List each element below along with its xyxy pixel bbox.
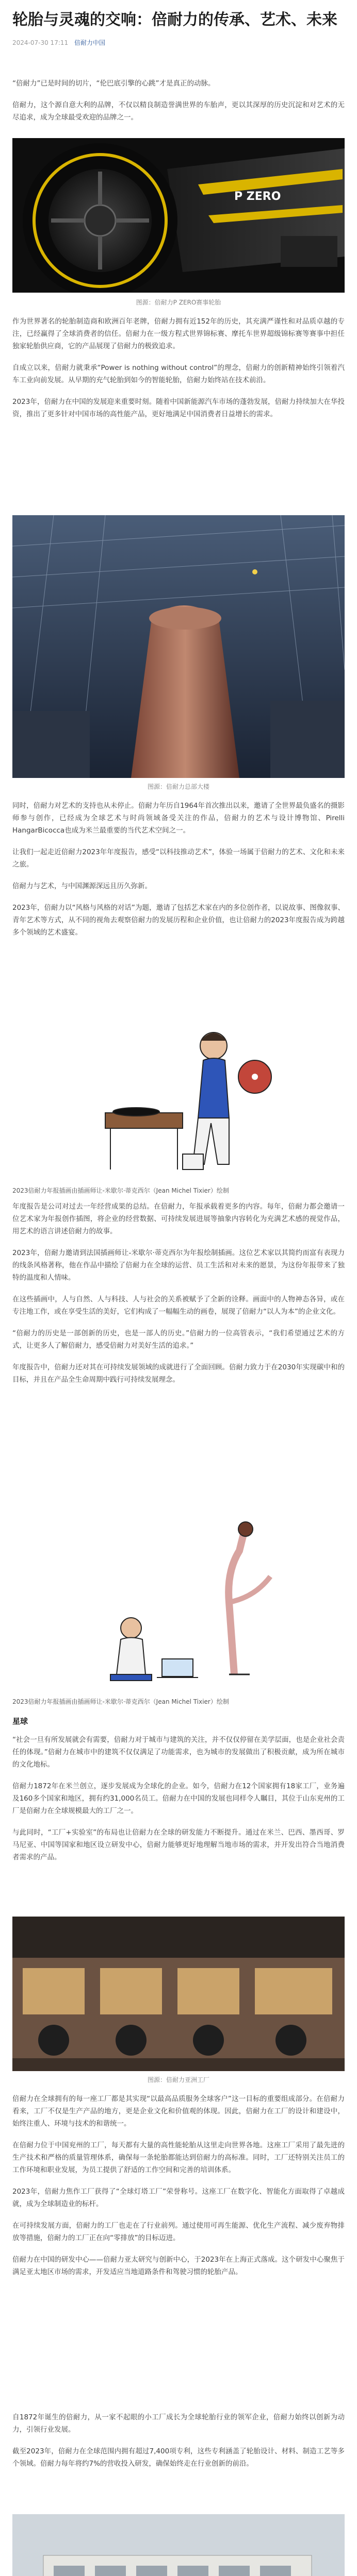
paragraph: 作为世界著名的轮胎制造商和欧洲百年老牌，倍耐力拥有近152年的历史，其充满严谨性和对品质卓越的专注，已经赢得了全球消费者的信任。倍耐力在一级方程式世界锦标赛、摩托车世界超级锦标赛等赛事中担任独家轮胎供应商，它的产品展现了倍耐力的极致追求。	[12, 317, 345, 350]
paragraph: 让我们一起走近倍耐力2023年年度报告，感受“以科技推动艺术”，体验一场属于倍耐力的艺术、文化和未来之旅。	[12, 848, 345, 869]
paragraph: 年度报告是公司对过去一年经营成果的总结。在倍耐力，年报承载着更多的内容。每年，倍耐力都会邀请一位艺术家为年报创作插图，将企业的经营数据、可持续发展进展等抽象内容转化为充满艺术感的视觉作品，用艺术的语言讲述倍耐力的故事。	[12, 1202, 345, 1235]
paragraph: 年度报告中，倍耐力还对其在可持续发展领域的成就进行了全面回顾。倍耐力致力于在2030年实现碳中和的目标，并且在产品全生命周期中践行可持续发展理念。	[12, 1363, 345, 1384]
tyre-brand-text: P ZERO	[234, 190, 281, 203]
section-innovation	[12, 2411, 345, 2479]
section-factories	[12, 2093, 345, 2287]
section-heading: 星球	[12, 1717, 28, 1726]
paragraph: 自成立以来，倍耐力就秉承“Power is nothing without control”的理念，倍耐力的创新精神始终引领着汽车工业向前发展。从早期的充气轮胎到如今的智能轮胎，倍耐力始终站在技术前沿。	[12, 364, 345, 384]
article-meta	[12, 38, 345, 47]
paragraph: “倍耐力”已是时间的切片，“伦巴底引擎的心跳”才是真正的动脉。	[12, 79, 215, 88]
article-title: 轮胎与灵魂的交响：倍耐力的传承、艺术、未来	[12, 11, 337, 29]
image-caption: 图源：倍耐力P ZERO赛事轮胎	[136, 299, 221, 306]
paragraph: 自1872年诞生的倍耐力，从一家不起眼的小工厂成长为全球轮胎行业的领军企业，倍耐力始终以创新为动力，引领行业发展。	[12, 2413, 345, 2434]
publish-date: 2024-07-30 17:11	[12, 39, 69, 46]
section-planet	[12, 1716, 345, 1873]
paragraph: 与此同时，“工厂+实验室”的布局也让倍耐力在全球的研发能力不断提升。通过在米兰、巴西、墨西哥、罗马尼亚、中国等国家和地区设立研发中心，倍耐力能够更好地理解当地市场的需求，并开发出符合当地消费者需求的产品。	[12, 1828, 345, 1861]
paragraph: 倍耐力在中国的研发中心——倍耐力亚太研究与创新中心，于2023年在上海正式落成。这个研发中心聚焦于满足亚太地区市场的需求，开发适应当地道路条件和驾驶习惯的轮胎产品。	[12, 2256, 345, 2276]
factory-photo	[12, 1917, 345, 2071]
paragraph: 在倍耐力位于中国兖州的工厂，每天都有大量的高性能轮胎从这里走向世界各地。这座工厂采用了最先进的生产技术和严格的质量管理体系，确保每一条轮胎都能达到倍耐力的高标准。同时，工厂还特别关注员工的工作环境和职业发展，为员工提供了舒适的工作空间和完善的培训体系。	[12, 2141, 345, 2174]
paragraph: 在这些插画中，人与自然、人与科技、人与社会的关系被赋予了全新的诠释。画面中的人物神态各异，或在专注地工作，或在享受生活的美好，它们构成了一幅幅生动的画卷，展现了倍耐力“以人为本”的企业文化。	[12, 1295, 345, 1316]
image-caption: 图源：倍耐力总部大楼	[147, 783, 209, 790]
illustration-caption: 2023倍耐力年报插画由插画师让-米歇尔·蒂克西尔（Jean Michel Tixier）绘制	[12, 1187, 229, 1194]
headquarters-photo	[12, 515, 345, 778]
author-link[interactable]: 倍耐力中国	[74, 39, 105, 46]
section-art	[12, 800, 345, 948]
paragraph: 倍耐力，这个源自意大利的品牌，不仅以精良制造誉满世界的车胎声，更以其深厚的历史沉淀和对艺术的无尽追求，成为全球最受欢迎的品牌之一。	[12, 101, 345, 122]
paragraph: 截至2023年，倍耐力在全球范围内拥有超过7,400项专利，这些专利涵盖了轮胎设计、材料、制造工艺等多个领域。倍耐力每年将约7%的营收投入研发，确保始终走在行业创新的前沿。	[12, 2447, 345, 2468]
paragraph: “倍耐力的历史是一部创新的历史，也是一部人的历史。”倍耐力的一位高管表示，“我们希望通过艺术的方式，让更多人了解倍耐力，感受倍耐力对美好生活的追求。”	[12, 1329, 345, 1350]
paragraph: 2023年，倍耐力焦作工厂获得了“全球灯塔工厂”荣誉称号。这座工厂在数字化、智能化方面取得了卓越成就，成为全球制造业的标杆。	[12, 2188, 345, 2208]
paragraph: 2023年，倍耐力邀请到法国插画师让-米歇尔·蒂克西尔为年报绘制插画。这位艺术家以其简约而富有表现力的线条风格著称，他在作品中描绘了倍耐力在全球的运营、员工生活和对未来的愿景，为这份年报带来了独特的温度和人情味。	[12, 1249, 345, 1282]
research-center-photo	[12, 2514, 345, 2576]
section-history	[12, 315, 345, 430]
paragraph: 2023年，倍耐力以“风格与风格的对话”为题，邀请了包括艺术家在内的多位创作者，以说故事、图像叙事、青年艺术等方式，从不同的视角去观察倍耐力的发展历程和企业价值，也让倍耐力的2023年度报告成为跨越多个领域的艺术盛宴。	[12, 904, 345, 937]
illustration-record-player	[12, 1015, 345, 1180]
paragraph: “社会一旦有所发展就会有需要，倍耐力对于城市与建筑的关注，并不仅仅停留在美学层面，也是企业社会责任的体现。”倍耐力在城市中的建筑不仅仅满足了功能需求，也为城市的发展做出了积极贡献，成为所在城市的文化地标。	[12, 1736, 345, 1769]
illustration-yoga	[12, 1520, 345, 1690]
article-header	[0, 0, 357, 68]
paragraph: 2023年，倍耐力在中国的发展迎来重要时刻。随着中国新能源汽车市场的蓬勃发展，倍耐力持续加大在华投资，推出了更多针对中国市场的高性能产品，更好地满足中国消费者日益增长的需求。	[12, 398, 345, 418]
paragraph: 在可持续发展方面，倍耐力的工厂也走在了行业前列。通过使用可再生能源、优化生产流程、减少废弃物排放等措施，倍耐力的工厂正在向“零排放”的目标迈进。	[12, 2222, 345, 2242]
paragraph: 倍耐力在全球拥有的每一座工厂都是其实现“以最高品质服务全球客户”这一目标的重要组成部分。在倍耐力看来，工厂不仅是生产产品的地方，更是企业文化和价值观的体现。因此，倍耐力在工厂的设计和建设中，始终注重人、环境与技术的和谐统一。	[12, 2095, 345, 2128]
image-caption: 图源：倍耐力亚洲工厂	[147, 2076, 209, 2083]
paragraph: 倍耐力与艺术，与中国渊源深远且历久弥新。	[12, 882, 152, 890]
illustration-caption: 2023倍耐力年报插画由插画师让-米歇尔·蒂克西尔（Jean Michel Tixier）绘制	[12, 1698, 229, 1705]
paragraph: 同时，倍耐力对艺术的支持也从未停止。倍耐力年历自1964年首次推出以来，邀请了全世界最负盛名的摄影师参与创作，已经成为全球艺术与时尚领域备受关注的作品，倍耐力的艺术与设计博物馆、Pirelli HangarBicocca也成为米兰最重要的当代艺术空间之一。	[12, 802, 345, 835]
section-annual-report	[12, 1200, 345, 1395]
intro-section	[12, 77, 345, 133]
racing-tyre-photo	[12, 138, 345, 293]
paragraph: 倍耐力1872年在米兰创立，逐步发展成为全球化的企业。如今，倍耐力在12个国家拥有18家工厂，业务遍及160多个国家和地区，拥有约31,000名员工。倍耐力在中国的发展也同样令人瞩目，其位于山东兖州的工厂是倍耐力在全球规模最大的工厂之一。	[12, 1782, 345, 1815]
